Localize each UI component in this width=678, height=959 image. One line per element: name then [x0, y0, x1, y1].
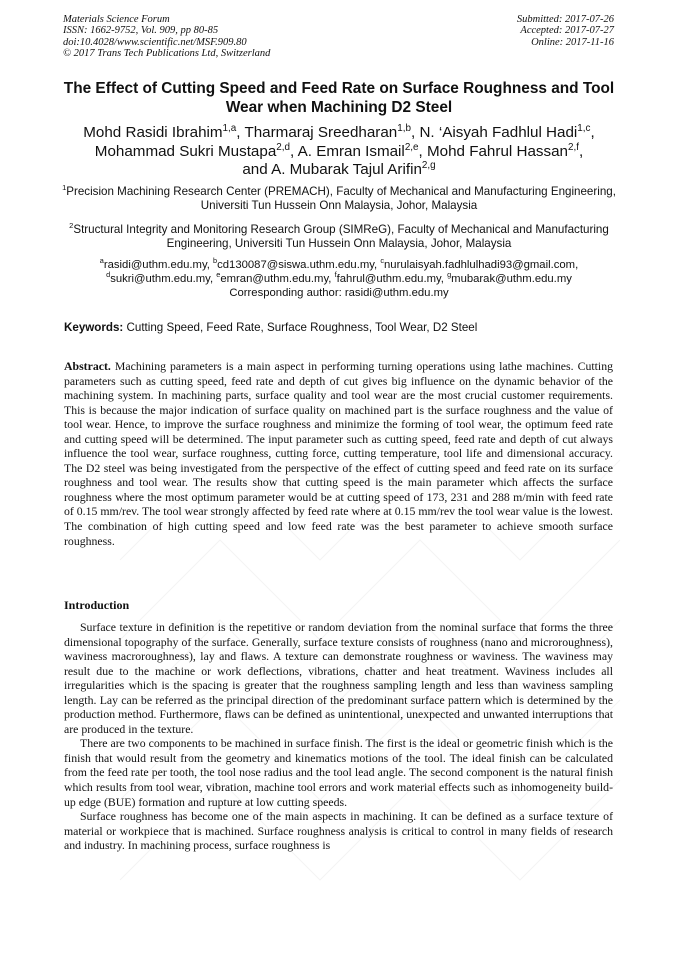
journal-name: Materials Science Forum — [63, 14, 170, 25]
publication-dates — [517, 14, 614, 48]
paragraph: Surface roughness has become one of the main aspects in machining. It can be defined as a surface texture of material or workpiece that is machined. Surface roughness analysis is critical to control in many fields of research and industry. In machining process, surface roughness is — [64, 809, 613, 853]
affiliation-2: $^2$Structural Integrity and Monitoring Research Group (SIMReG), Faculty of Mechanical and Manufacturing Engineering, Universiti Tun Hussein Onn Malaysia, Johor, Malaysia — [69, 221, 609, 251]
abstract — [64, 359, 613, 548]
doi: doi:10.4028/www.scientific.net/MSF.909.80 — [63, 36, 247, 48]
keywords-label: Keywords: — [64, 321, 124, 334]
accepted-date: Accepted: 2017-07-27 — [520, 25, 614, 37]
email-list — [40, 258, 638, 301]
author: A. Emran Ismail$^{2,e}$, — [297, 141, 427, 160]
paper-title: The Effect of Cutting Speed and Feed Rate on Surface Roughness and Tool Wear when Machining D2 Steel — [63, 80, 615, 116]
email[interactable]: $^d$sukri@uthm.edu.my, — [106, 270, 217, 286]
keywords-text: Cutting Speed, Feed Rate, Surface Roughness, Tool Wear, D2 Steel — [123, 321, 478, 334]
author: and A. Mubarak Tajul Arifin$^{2,g}$ — [242, 160, 436, 179]
abstract-text: Machining parameters is a main aspect in performing turning operations using lathe machines. Cutting parameters such as cutting speed, feed rate and depth of cut gives big influence on the dynamic behavior of the machining system. In machining parts, surface quality and tool wear are the most crucial customer requirements. This is because the major indication of surface quality on machined part is the surface roughness and the value of tool wear. Hence, to improve the surface roughness and minimize the forming of tool wear, the optimum feed rate and cutting speed will be determined. The input parameter such as cutting speed, feed rate and depth of cut always influence the tool wear, surface roughness, cutting force, cutting temperature, tool life and dimensional accuracy. The D2 steel was being investigated from the perspective of the effect of cutting speed and feed rate on its surface roughness and tool wear. The results show that cutting speed is the main parameter which affects the surface roughness where the most optimum parameter would be at cutting speed of 173, 231 and 288 m/min with feed rate of 0.15 mm/rev. The tool wear strongly affected by feed rate where at 0.15 mm/rev the tool wear value is the lowest. The combination of high cutting speed and low feed rate was the best parameter to achieve smooth surface roughness. — [64, 359, 613, 548]
author: Tharmaraj Sreedharan$^{1,b}$, — [244, 122, 420, 141]
affiliation-1: $^1$Precision Machining Research Center (PREMACH), Faculty of Mechanical and Manufacturing Engineering, Universiti Tun Hussein Onn Malaysia, Johor, Malaysia — [62, 183, 616, 213]
email[interactable]: $^b$cd130087@siswa.uthm.edu.my, — [213, 256, 381, 271]
email[interactable]: $^g$mubarak@uthm.edu.my — [447, 270, 572, 286]
publication-info — [63, 14, 270, 59]
online-date: Online: 2017-11-16 — [531, 36, 614, 48]
email[interactable]: $^f$fahrul@uthm.edu.my, — [334, 270, 448, 286]
abstract-label: Abstract. — [64, 359, 111, 373]
paragraph: Surface texture in definition is the repetitive or random deviation from the nominal surface that forms the three dimensional topography of the surface. Generally, surface texture consists of roughness (nano and microroughness), waviness macroroughness), lay and flaws. A texture can demonstrate roughness or waviness. The waviness may result due to the machine or work deflections, vibrations, chatter and heat treatment. Waviness includes all irregularities which is the spacing is greater that the roughness sampling length and less than waviness sampling length. Lay can be referred as the principal direction of the predominant surface pattern which is determined by the production method. Furthermore, flaws can be defined as unintentional, unexpected and unwanted interruptions that are produced in the texture. — [64, 620, 613, 736]
corresponding-author: Corresponding author: rasidi@uthm.edu.my — [229, 287, 449, 300]
email[interactable]: $^c$nurulaisyah.fadhlulhadi93@gmail.com, — [380, 256, 579, 271]
section-heading-introduction: Introduction — [64, 598, 130, 612]
paragraph: There are two components to be machined in surface finish. The first is the ideal or geometric finish which is the finish that would result from the geometry and kinematics motions of the tool. The ideal finish can be calculated from the feed rate per tooth, the tool nose radius and the tool lead angle. The second component is the natural finish which results from tool wear, vibration, machine tool errors and work material effects such as inhomogeneity build-up edge (BUE) formation and rupture at low cutting speeds. — [64, 736, 613, 809]
author: Mohd Rasidi Ibrahim$^{1,a}$, — [83, 122, 245, 141]
email[interactable]: $^e$emran@uthm.edu.my, — [216, 270, 335, 286]
author-list — [40, 124, 638, 180]
issn: ISSN: 1662-9752, Vol. 909, pp 80-85 — [63, 25, 219, 37]
author: Mohammad Sukri Mustapa$^{2,d}$, — [94, 141, 298, 160]
email[interactable]: $^a$rasidi@uthm.edu.my, — [99, 256, 214, 271]
introduction-body — [64, 620, 613, 853]
author: N. ‘Aisyah Fadhlul Hadi$^{1,c}$, — [419, 122, 595, 141]
copyright: © 2017 Trans Tech Publications Ltd, Switzerland — [63, 47, 271, 59]
keywords — [64, 321, 624, 335]
submitted-date: Submitted: 2017-07-26 — [516, 14, 614, 25]
author: Mohd Fahrul Hassan$^{2,f}$, — [427, 141, 584, 160]
